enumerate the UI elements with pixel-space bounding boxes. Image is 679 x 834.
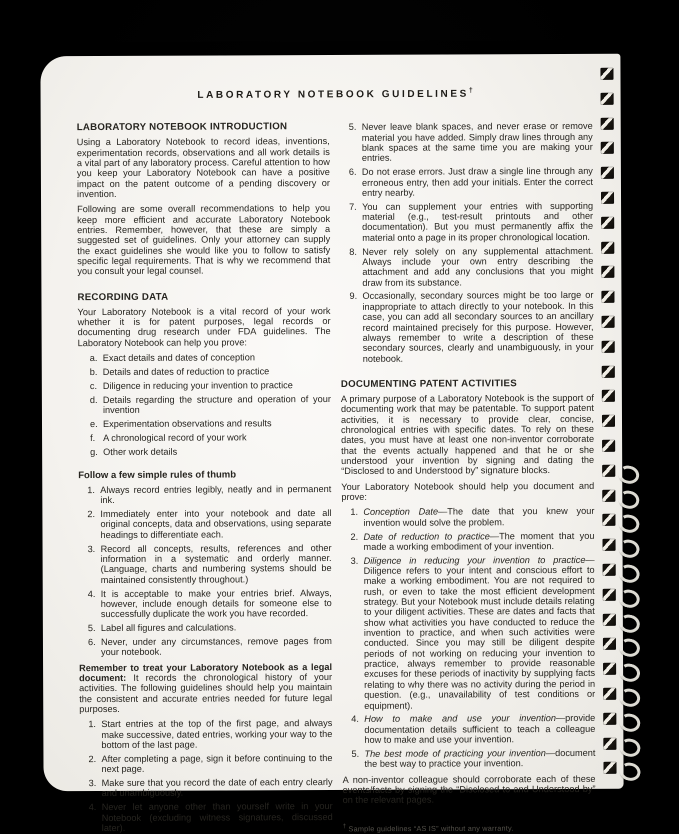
- list-item-text: Occasionally, secondary sources might be too large or inappropriate to attach directly to your notebook. In this case, you can add all secondary sources to an ancillary record maintained precisely for this purpose. However, always remember to write a description of these secondary sources, clearly and unambiguously, in your notebook.: [362, 290, 594, 364]
- list-marker: a.: [89, 353, 98, 364]
- list-marker: d.: [89, 394, 98, 405]
- list-item-text: Conception Date—The date that you knew your invention would solve the problem.: [363, 506, 595, 528]
- list-marker: 3.: [350, 555, 359, 566]
- spiral-hole-icon: [603, 688, 616, 700]
- spiral-hole-icon: [603, 762, 616, 774]
- spiral-wire-loop-icon: [617, 686, 642, 708]
- spiral-wire-loop-icon: [617, 587, 642, 609]
- spiral-hole-icon: [601, 167, 614, 179]
- page-title-text: LABORATORY NOTEBOOK GUIDELINES: [197, 88, 469, 101]
- list-item-text: Do not erase errors. Just draw a single line through any erroneous entry, then add your initials. Enter the correct entry nearby.: [361, 166, 593, 198]
- spiral-hole-icon: [603, 539, 616, 551]
- spiral-hole-icon: [602, 365, 615, 377]
- list-item-text: Diligence in reducing your invention to practice—Diligence refers to your intent and conscious effort to make a working embodiment. You are not required to rush, or even to take the most efficient development strategy. But your Notebook must include details relating to your diligent activities. These are dates and facts that show what activities you have conducted to reduce the invention to practice, and when such activities were conducted. Since you may still be diligent despite periods of not working on reducing your invention to practice, always remember to provide reasonable excuses for these periods of inactivity by supplying facts relating to why there was no activity during the period in question. (e.g., unavailability of test conditions or equipment).: [363, 554, 596, 711]
- list-item-text: Details and dates of reduction to practice: [102, 366, 270, 378]
- spiral-wire-loop-icon: [618, 761, 643, 783]
- spiral-wire-loop-icon: [617, 513, 642, 535]
- list-item-text: Other work details: [103, 446, 178, 457]
- list-item-text: Experimentation observations and results: [102, 418, 272, 429]
- dagger-icon: †: [468, 87, 473, 95]
- footnote: † Sample guidelines “AS IS” without any warranty.: [342, 823, 514, 833]
- list-item-text: Immediately enter into your notebook and date all original concepts, data and observations, using separate headings to differentiate each.: [100, 508, 332, 540]
- spiral-wire-loop-icon: [616, 463, 641, 485]
- list-item: [340, 121, 593, 163]
- list-item-text: Record all concepts, results, references and other information in a systematic and orderly manner. (Language, charts and numbering systems should be maintained consistently throughout.): [100, 542, 332, 585]
- spiral-hole-icon: [601, 117, 614, 129]
- list-item-lead: How to make and use your invention: [364, 713, 556, 725]
- list-item: [80, 801, 333, 833]
- spiral-wire-loop-icon: [617, 538, 642, 560]
- list-item-lead: Conception Date: [363, 506, 439, 518]
- spiral-hole-icon: [602, 390, 615, 402]
- list: [78, 352, 331, 457]
- list-item: [78, 484, 331, 506]
- list-item-text: How to make and use your invention—provide documentation details sufficient to teach a colleague how to make and use your invention.: [364, 713, 596, 745]
- list-marker: 2.: [88, 753, 97, 764]
- list-item: [80, 777, 333, 799]
- list-item: [78, 380, 331, 391]
- list-item-text: Never rely solely on any supplemental attachment. Always include your own entry describing the attachment and add any conclusions that you might draw from its substance.: [362, 245, 594, 288]
- spiral-wire-loop-icon: [617, 612, 642, 634]
- list-marker: 2.: [350, 531, 359, 542]
- list-item-lead: Diligence in reducing your invention to practice: [363, 554, 586, 566]
- spiral-hole-icon: [601, 142, 614, 154]
- spiral-hole-icon: [602, 514, 615, 526]
- list-marker: 5.: [351, 748, 360, 759]
- list-item-text: Label all figures and calculations.: [100, 622, 237, 634]
- right-column: [340, 120, 596, 834]
- spiral-hole-icon: [602, 489, 615, 501]
- list: [79, 718, 332, 833]
- list-item: [340, 290, 593, 364]
- list-item-text: Date of reduction to practice—The moment that you made a working embodiment of your invention.: [363, 530, 595, 552]
- list: [78, 484, 332, 658]
- list-item-text: Details regarding the structure and operation of your invention: [102, 393, 331, 416]
- spiral-hole-icon: [601, 266, 614, 278]
- list-item-text: It is acceptable to make your entries brief. Always, however, include enough details for someone else to successfully duplicate the work you have recorded.: [100, 587, 332, 620]
- list-item: [78, 446, 331, 457]
- list-item: [78, 394, 331, 416]
- spiral-hole-icon: [603, 713, 616, 725]
- spiral-hole-icon: [601, 217, 614, 229]
- list-item: [342, 713, 595, 745]
- page-content: [77, 87, 597, 834]
- list-item-text: Never let anyone other than yourself write in your Notebook (excluding witness signatures, discussed later).: [101, 801, 333, 833]
- list-marker: e.: [89, 418, 98, 429]
- list-item-text: Diligence in reducing your invention to practice: [102, 380, 293, 391]
- list-item: [79, 622, 332, 633]
- paragraph-lead: Remember to treat your Laboratory Notebook as a legal document:: [79, 661, 333, 684]
- list-item: [78, 508, 331, 540]
- list-item: [79, 543, 332, 585]
- spiral-wire-loop-icon: [617, 562, 642, 584]
- list-item: [78, 432, 331, 443]
- section-heading: RECORDING DATA: [77, 291, 169, 303]
- paragraph: Remember to treat your Laboratory Notebook as a legal document: It records the chronological history of your activities. The following guidelines should help you maintain the consistent and accurate entries needed for future legal purposes.: [79, 661, 333, 715]
- list-item-text: Always record entries legibly, neatly and in permanent ink.: [100, 483, 332, 506]
- list-marker: 3.: [88, 778, 97, 789]
- spiral-hole-icon: [602, 341, 615, 353]
- list: [340, 121, 594, 364]
- list-marker: 1.: [87, 484, 95, 495]
- left-column: [77, 121, 333, 834]
- spiral-hole-icon: [602, 440, 615, 452]
- list-item-lead: The best mode of practicing your invention: [364, 747, 546, 759]
- list-item: [78, 418, 331, 429]
- list-item: [342, 555, 596, 711]
- list-item-text: Exact details and dates of conception: [102, 352, 255, 364]
- list-item: [340, 166, 593, 198]
- list-marker: c.: [89, 380, 98, 391]
- spiral-wire-loop-icon: [617, 637, 642, 659]
- spiral-hole-icon: [601, 93, 614, 105]
- list-item: [78, 366, 331, 377]
- list-item-text: Start entries at the top of the first page, and always make successive, dated entries, working your way to the bottom of the last page.: [101, 718, 333, 750]
- spiral-hole-icon: [602, 415, 615, 427]
- two-column-layout: [77, 120, 597, 834]
- list-marker: 6.: [87, 636, 96, 647]
- list-item: [78, 352, 331, 363]
- list-item: [79, 588, 332, 620]
- list-marker: b.: [89, 367, 98, 378]
- spiral-hole-icon: [603, 564, 616, 576]
- list-item-text: Never, under any circumstances, remove pages from your notebook.: [100, 635, 332, 658]
- spiral-hole-icon: [603, 613, 616, 625]
- list-item: [79, 636, 332, 658]
- paragraph: Your Laboratory Notebook is a vital record of your work whether it is for patent purposes, legal records or documenting drug research under FDA guidelines. The Laboratory Notebook can help you prove:: [77, 305, 331, 348]
- spiral-wire-loop-icon: [617, 662, 642, 684]
- list-marker: 8.: [349, 246, 357, 257]
- spiral-wire-loop-icon: [616, 488, 641, 510]
- dagger-icon: †: [342, 823, 347, 830]
- paragraph: Following are some overall recommendations to help you keep more efficient and accurate Laboratory Notebook entries. Remember, however, that these are simply a suggested set of guidelines. Only your attorney can supply the exact guidelines she would like you to follow to satisfy specific legal requirements. That is why we recommend that you consult your legal counsel.: [77, 203, 331, 277]
- list-marker: 9.: [349, 291, 358, 302]
- paragraph: A non-inventor colleague should corroborate each of these events/facts by signing the “Disclosed to and Understood by” on the relevant pages.: [342, 773, 596, 806]
- list-marker: 4.: [351, 714, 359, 725]
- list-item-text: Never leave blank spaces, and never erase or remove material you have added. Simply draw lines through any blank spaces at the same time you are making your entries.: [361, 121, 593, 164]
- spiral-hole-icon: [601, 241, 614, 253]
- list-marker: 4.: [87, 588, 96, 599]
- page-title: [77, 87, 594, 102]
- list-item-text: Make sure that you record the date of each entry clearly and unambiguously.: [101, 777, 333, 799]
- list-item-text: A chronological record of your work: [103, 432, 247, 443]
- paragraph: Your Laboratory Notebook should help you document and prove:: [341, 480, 595, 502]
- list-marker: f.: [90, 432, 96, 443]
- section-heading: LABORATORY NOTEBOOK INTRODUCTION: [76, 121, 288, 134]
- paragraph: A primary purpose of a Laboratory Notebook is the support of documenting work that may be patentable. To support patent activities, it is necessary to provide clear, concise, chronological entries with specific dates. To rely on these dates, you must have at least one non-inventor corroborate that the events actually happened and that he or she understood your invention by signing and dating the “Disclosed to and Understood by” signature blocks.: [340, 392, 595, 477]
- list-item-text: After completing a page, sign it before continuing to the next page.: [101, 752, 333, 775]
- list-marker: 2.: [87, 509, 96, 520]
- spiral-hole-icon: [602, 465, 615, 477]
- notebook-page: [40, 54, 623, 833]
- list: [341, 506, 595, 769]
- list-item: [340, 201, 593, 243]
- list-marker: 1.: [350, 507, 359, 518]
- list-item-text: You can supplement your entries with supporting material (e.g., test-result printouts and other documentation). But you must permanently affix the material onto a page in its proper chronological location.: [362, 200, 594, 243]
- list-item: [341, 530, 594, 552]
- list-item: [340, 245, 593, 287]
- spiral-wire-loop-icon: [618, 736, 643, 758]
- list-marker: 5.: [348, 122, 357, 133]
- list-marker: 6.: [348, 167, 357, 178]
- list-marker: g.: [90, 446, 98, 457]
- spiral-hole-icon: [602, 316, 615, 328]
- section-heading: DOCUMENTING PATENT ACTIVITIES: [340, 378, 517, 390]
- spiral-wire-loop-icon: [617, 711, 642, 733]
- list-marker: 1.: [88, 719, 97, 730]
- list-item: [79, 753, 332, 775]
- spiral-hole-icon: [603, 589, 616, 601]
- subsection-heading: Follow a few simple rules of thumb: [78, 469, 237, 482]
- list-item-text: The best mode of practicing your invention—document the best way to practice your invention.: [364, 747, 596, 770]
- spiral-hole-icon: [603, 737, 616, 749]
- spiral-binding: [600, 68, 618, 788]
- list-item: [342, 748, 595, 770]
- spiral-hole-icon: [603, 663, 616, 675]
- list-marker: 5.: [87, 623, 96, 634]
- list-item: [341, 506, 594, 528]
- list-marker: 3.: [87, 543, 96, 554]
- spiral-hole-icon: [603, 638, 616, 650]
- paragraph: Using a Laboratory Notebook to record ideas, inventions, experimentation records, observations and all work details is a vital part of any laboratory process. Careful attention to how you keep your Laboratory Notebook can have a positive impact on the patent outcome of a pending discovery or invention.: [76, 136, 330, 200]
- list-item-lead: Date of reduction to practice: [363, 530, 490, 542]
- spiral-hole-icon: [600, 68, 613, 80]
- spiral-hole-icon: [601, 192, 614, 204]
- list-marker: 7.: [349, 201, 357, 212]
- list-item: [79, 718, 332, 750]
- list-marker: 4.: [88, 802, 97, 813]
- spiral-hole-icon: [601, 291, 614, 303]
